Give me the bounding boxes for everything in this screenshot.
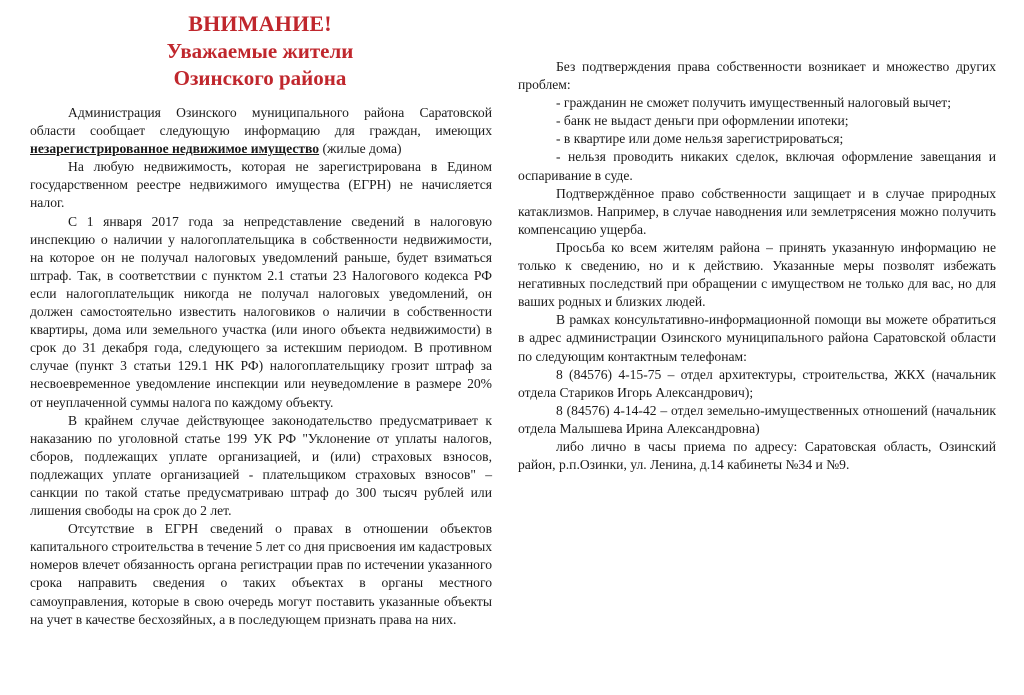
title-line-district: Озинского района (173, 66, 347, 91)
contact-phone-architecture: 8 (84576) 4-15-75 – отдел архитектуры, строительства, ЖКХ (начальник отдела Стариков Игорь Александрович); (518, 366, 996, 400)
paragraph-egrn-no-tax: На любую недвижимость, которая не зарегистрирована в Едином государственном реестре недвижимого имущества (ЕГРН) не начисляется налог. (30, 159, 492, 211)
paragraph-other-problems-intro: Без подтверждения права собственности возникает и множество других проблем: (518, 59, 996, 93)
left-column (30, 0, 492, 629)
list-item-tax-deduction: - гражданин не сможет получить имущественный налоговый вычет; (556, 95, 952, 111)
right-column (518, 0, 996, 474)
paragraph-natural-disasters: Подтверждённое право собственности защищает и в случае природных катаклизмов. Например, в случае наводнения или землетрясения можно получить компенсацию ущерба. (518, 185, 996, 237)
title-line-residents: Уважаемые жители (166, 39, 354, 64)
paragraph-administration-notice (30, 104, 492, 158)
paragraph-request-to-residents: Просьба ко всем жителям района – принять указанную информацию не только к сведению, но и к действию. Указанные меры позволят избежать негативных последствий при обращении с имуществом не только для вас, но для ваших родных и близких людей. (518, 239, 996, 310)
list-item-mortgage: - банк не выдаст деньги при оформлении ипотеки; (556, 113, 849, 129)
paragraph-office-address: либо лично в часы приема по адресу: Саратовская область, Озинский район, р.п.Озинки, ул. Ленина, д.14 кабинеты №34 и №9. (518, 438, 996, 473)
contact-phone-land-property: 8 (84576) 4-14-42 – отдел земельно-имущественных отношений (начальник отдела Малышева Ирина Александровна) (518, 402, 996, 436)
paragraph-penalty-since-2017: С 1 января 2017 года за непредставление сведений в налоговую инспекцию о наличии у налогоплательщика в собственности недвижимости, на которое он не получал налоговых уведомлений раньше, будет взиматься штраф. Так, в соответствии с пунктом 2.1 статьи 23 Налогового кодекса РФ если налогоплательщик никогда не получал налоговых уведомлений, он должен самостоятельно известить налоговиков о наличии в собственности квартиры, дома или земельного участка (или иного объекта недвижимости) в срок до 31 декабря года, следующего за истекшим периодом. В противном случае (пункт 3 статьи 129.1 НК РФ) налогоплательщику грозит штраф за несвоевременное уведомление инспекции или неуведомление в размере 20% от неуплаченной суммы налога по каждому объекту. (30, 213, 492, 410)
notice-text-after-emphasis: (жилые дома) (319, 141, 402, 157)
paragraph-criminal-liability: В крайнем случае действующее законодательство предусматривает к наказанию по уголовной статье 199 УК РФ "Уклонение от уплаты налогов, сборов, подлежащих уплате организацией, и (или) страховых взносов, подлежащих уплате организацией - плательщиком страховых взносов" – санкции по такой статье предусматриваю штраф до 300 тысяч рублей или лишения свободы на срок до 2 лет. (30, 412, 492, 519)
notice-text-before-emphasis: Администрация Озинского муниципального района Саратовской области сообщает следующую информацию для граждан, имеющих (30, 105, 492, 139)
list-item-registration: - в квартире или доме нельзя зарегистрироваться; (556, 131, 844, 147)
emphasis-unregistered-property: незарегистрированное недвижимое имущество (30, 141, 320, 157)
list-item-transactions: - нельзя проводить никаких сделок, включая оформление завещания и оспаривание в суде. (518, 149, 996, 183)
paragraph-consultative-help: В рамках консультативно-информационной помощи вы можете обратиться в адрес администрации Озинского муниципального района Саратовской области по следующим контактным телефонам: (518, 312, 996, 364)
title-line-attention: ВНИМАНИЕ! (188, 11, 332, 36)
paragraph-egrn-absence-consequences: Отсутствие в ЕГРН сведений о правах в отношении объектов капитального строительства в течение 5 лет со дня присвоения им кадастровых номеров влечет обязанность органа регистрации прав по истечении указанного срока направить сведения о таких объектах в органы местного самоуправления, которые в свою очередь могут поставить указанные объекты на учет в качестве бесхозяйных, а в последующем признать права на них. (30, 521, 492, 627)
